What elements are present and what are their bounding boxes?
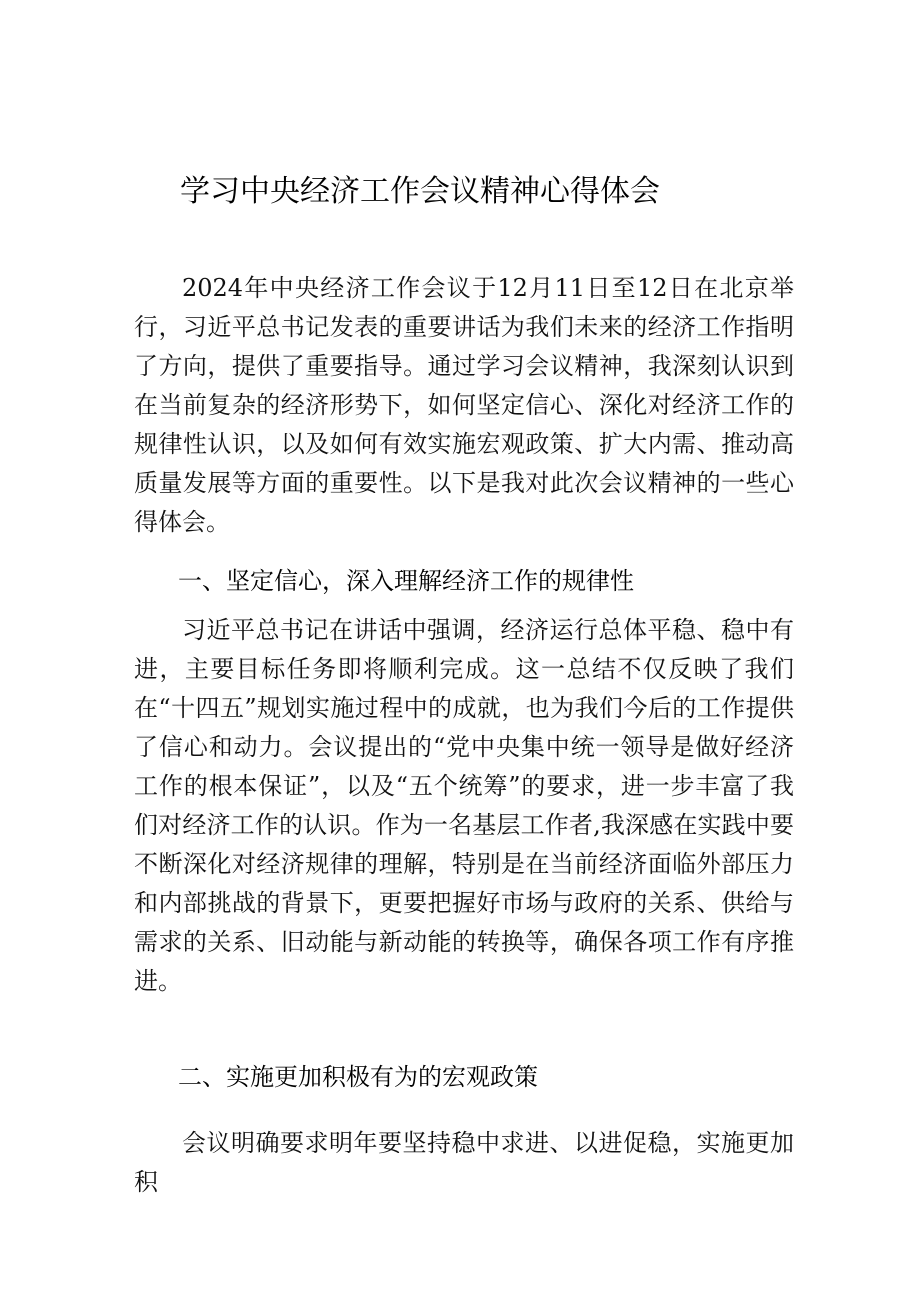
document-title: 学习中央经济工作会议精神心得体会 (180, 174, 660, 209)
section-2-paragraph: 会议明确要求明年要坚持稳中求进、以进促稳，实施更加积 (134, 1129, 794, 1196)
section-heading-1: 一、坚定信心，深入理解经济工作的规律性 (178, 567, 634, 595)
section-heading-2: 二、实施更加积极有为的宏观政策 (178, 1063, 538, 1091)
intro-paragraph: 2024年中央经济工作会议于12月11日至12日在北京举行，习近平总书记发表的重要讲话为我们未来的经济工作指明了方向，提供了重要指导。通过学习会议精神，我深刻认识到在当前复杂的经济形势下，如何坚定信心、深化对经济工作的规律性认识，以及如何有效实施宏观政策、扩大内需、推动高质量发展等方面的重要性。以下是我对此次会议精神的一些心得体会。 (134, 274, 794, 536)
section-1-paragraph: 习近平总书记在讲话中强调，经济运行总体平稳、稳中有进，主要目标任务即将顺利完成。这一总结不仅反映了我们在“十四五”规划实施过程中的成就，也为我们今后的工作提供了信心和动力。会议提出的“党中央集中统一领导是做好经济工作的根本保证”，以及“五个统筹”的要求，进一步丰富了我们对经济工作的认识。作为一名基层工作者,我深感在实践中要不断深化对经济规律的理解，特别是在当前经济面临外部压力和内部挑战的背景下，更要把握好市场与政府的关系、供给与需求的关系、旧动能与新动能的转换等，确保各项工作有序推进。 (134, 616, 794, 995)
